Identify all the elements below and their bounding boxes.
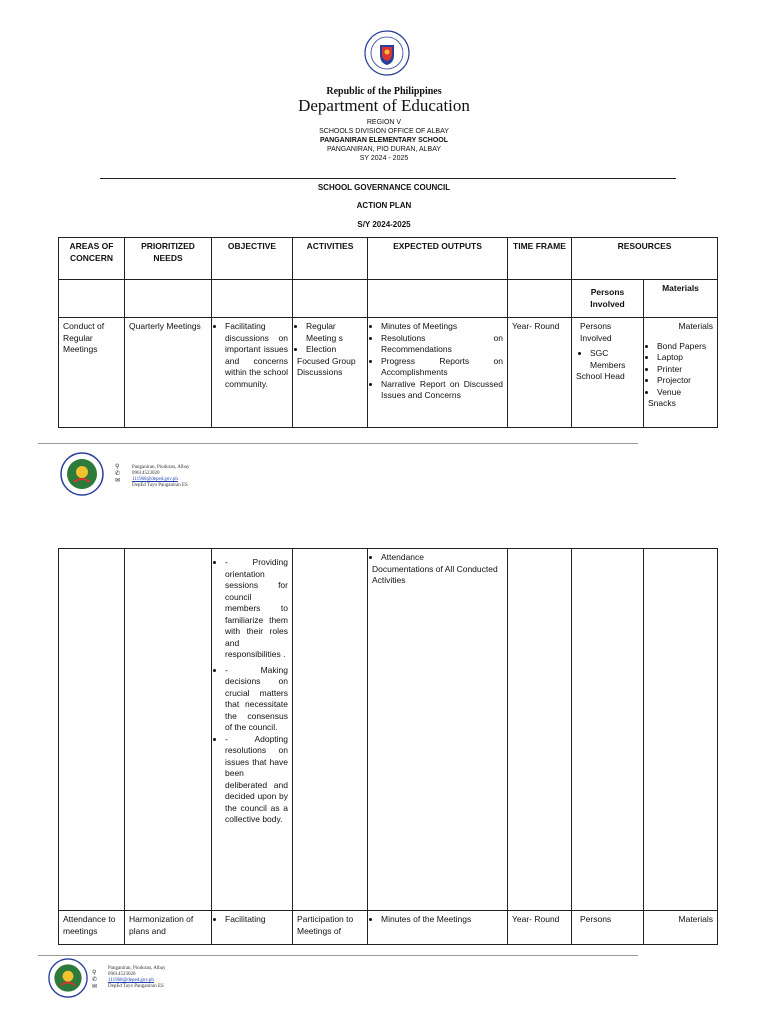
list-item: • Progress Reports on Accomplishments <box>381 356 503 379</box>
list-item: • Attendance <box>381 552 503 564</box>
list-item: • Facilitating discussions on important issues and concerns within the school community. <box>225 321 288 390</box>
activities-cell: Participation to Meetings of <box>293 911 368 945</box>
persons-extra: School Head <box>576 371 625 381</box>
col-activities: ACTIVITIES <box>293 238 368 280</box>
sy-label: SY 2024 - 2025 <box>359 155 409 162</box>
location-icon: ⚲ <box>115 464 120 470</box>
mail-icon: ✉ <box>92 984 98 990</box>
table-row <box>59 911 718 945</box>
list-item: • Narrative Report on Discussed Issues and Concerns <box>381 379 503 402</box>
deped-seal-icon <box>364 30 410 76</box>
list-item: • - Adopting resolutions on issues that have been deliberated and decided upon by the council as a collective body. <box>225 734 288 826</box>
list-item: • Printer <box>657 364 713 376</box>
needs-cell: Quarterly Meetings <box>125 318 212 428</box>
footer-divider <box>38 443 638 444</box>
footer-fb: DepEd Tayo Panganiran ES <box>108 984 164 989</box>
list-item: • SGC Members <box>590 348 639 371</box>
col-materials: Materials <box>644 280 718 318</box>
col-area: AREAS OF CONCERN <box>59 238 125 280</box>
mail-icon: ✉ <box>115 478 121 484</box>
footer-icons <box>92 970 97 991</box>
list-item: • Minutes of Meetings <box>381 321 503 333</box>
footer-info <box>132 465 190 489</box>
footer-info <box>108 966 166 990</box>
footer-address: Panganiran, Pioduran, Albay <box>132 465 190 470</box>
table-header-row <box>59 238 718 280</box>
phone-icon: ✆ <box>92 977 98 983</box>
outputs-cell <box>368 911 508 945</box>
footer-icons <box>115 464 120 485</box>
plan-sy-title: S/Y 2024-2025 <box>357 220 411 229</box>
footer-email-link[interactable]: 111968@deped.gov.ph <box>132 477 178 482</box>
phone-icon: ✆ <box>115 471 121 477</box>
header-divider <box>100 178 676 179</box>
council-title: SCHOOL GOVERNANCE COUNCIL <box>317 183 451 192</box>
footer-phone: 09614523020 <box>108 972 136 977</box>
list-item: • Laptop <box>657 352 713 364</box>
area-cell: Conduct of Regular Meetings <box>59 318 125 428</box>
footer-fb: DepEd Tayo Panganiran ES <box>132 483 188 488</box>
time-cell: Year- Round <box>508 318 572 428</box>
table-row <box>59 549 718 911</box>
objective-cell <box>212 911 293 945</box>
list-item: • Projector <box>657 375 713 387</box>
col-objective: OBJECTIVE <box>212 238 293 280</box>
list-item: • Resolutions on Recommendations <box>381 333 503 356</box>
school-logo-icon <box>48 958 88 998</box>
list-item: • - Providing orientation sessions for council members to familiarize them with their roles and responsibilities . <box>225 557 288 661</box>
footer-phone: 09614523020 <box>132 471 160 476</box>
region-label: REGION V <box>366 119 402 126</box>
list-item: • Venue <box>657 387 713 399</box>
col-outputs: EXPECTED OUTPUTS <box>368 238 508 280</box>
col-needs: PRIORITIZED NEEDS <box>125 238 212 280</box>
footer-address: Panganiran, Pioduran, Albay <box>108 966 166 971</box>
division-label: SCHOOLS DIVISION OFFICE OF ALBAY <box>319 128 449 135</box>
persons-cell: Persons <box>572 911 644 945</box>
activities-text: Focused Group Discussions <box>297 355 356 377</box>
materials-extra: Snacks <box>648 398 676 408</box>
activities-cell <box>293 318 368 428</box>
department-title: Department of Education <box>298 96 470 115</box>
materials-cell: Materials <box>644 911 718 945</box>
col-resources: RESOURCES <box>572 238 718 280</box>
outputs-cont: Documentations of All Conducted Activities <box>372 563 498 585</box>
list-item: • Minutes of the Meetings <box>381 914 503 926</box>
list-item: • - Making decisions on crucial matters that necessitate the consensus of the council. <box>225 665 288 734</box>
objective-cell <box>212 318 293 428</box>
col-persons: Persons Involved <box>572 280 644 318</box>
time-cell: Year- Round <box>508 911 572 945</box>
action-plan-table-continued <box>58 548 718 945</box>
table-subheader-row <box>59 280 718 318</box>
persons-label: Persons Involved <box>580 321 612 343</box>
outputs-cell <box>368 318 508 428</box>
col-time: TIME FRAME <box>508 238 572 280</box>
footer-divider <box>38 955 638 956</box>
materials-label: Materials <box>678 321 713 331</box>
outputs-cell <box>368 549 508 911</box>
republic-title: Republic of the Philippines <box>326 86 442 97</box>
table-row <box>59 318 718 428</box>
action-plan-table <box>58 237 718 428</box>
list-item: • Election <box>306 344 363 356</box>
location-icon: ⚲ <box>92 970 97 976</box>
footer-email-link[interactable]: 111968@deped.gov.ph <box>108 978 154 983</box>
list-item: • Bond Papers <box>657 341 713 353</box>
area-cell: Attendance to meetings <box>59 911 125 945</box>
school-label: PANGANIRAN ELEMENTARY SCHOOL <box>319 137 449 144</box>
persons-cell <box>572 318 644 428</box>
plan-title: ACTION PLAN <box>356 201 412 210</box>
objective-cell <box>212 549 293 911</box>
materials-cell <box>644 318 718 428</box>
list-item: • Regular Meeting s <box>306 321 363 344</box>
needs-cell: Harmonization of plans and <box>125 911 212 945</box>
address-label: PANGANIRAN, PIO DURAN, ALBAY <box>326 146 442 153</box>
list-item: • Facilitating <box>225 914 288 926</box>
school-logo-icon <box>60 452 104 496</box>
